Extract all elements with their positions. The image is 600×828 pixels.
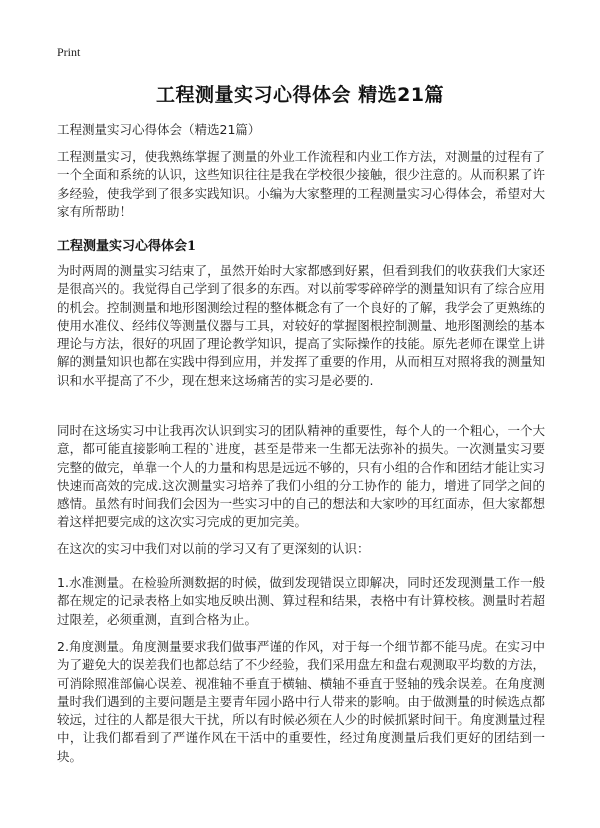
document-title: 工程测量实习心得体会 精选21篇 bbox=[155, 84, 445, 106]
print-link[interactable]: Print bbox=[57, 45, 81, 59]
list-item-angle-measurement: 2.角度测量。角度测量要求我们做事严谨的作风，对于每一个细节都不能马虎。在实习中为了避免大的误差我们也都总结了不少经验，我们采用盘左和盘右观测取平均数的方法，可消除照准部偏心误差、视准轴不垂直于横轴、横轴不垂直于竖轴的残余误差。在角度测量时我们遇到的主要问题是主要青年园小路中行人带来的影响。由于做测量的时候选点都较远，过往的人都是很大干扰，所以有时候必须在人少的时候抓紧时间干。角度测量过程中，让我们都看到了严谨作风在干活中的重要性，经过角度测量后我们更好的团结到一块。 bbox=[57, 639, 545, 764]
body-paragraph: 同时在这场实习中让我再次认识到实习的团队精神的重要性，每个人的一个粗心，一个大意，都可能直接影响工程的`进度，甚至是带来一生都无法弥补的损失。一次测量实习要完整的做完，单靠一个人的力量和构思是远远不够的，只有小组的合作和团结才能让实习快速而高效的完成.这次测量实习培养了我们小组的分工协作的 能力，增进了同学之间的感情。虽然有时间我们会因为一些实习中的自己的想法和大家吵的耳红面赤，但大家都想着这样把要完成的这次实习完成的更加完美。 bbox=[57, 423, 545, 530]
intro-paragraph: 工程测量实习，使我熟练掌握了测量的外业工作流程和内业工作方法，对测量的过程有了一个全面和系统的认识，这些知识往往是我在学校很少接触，很少注意的。从而积累了许多经验，使我学到了很多实践知识。小编为大家整理的工程测量实习心得体会，希望对大家有所帮助！ bbox=[57, 149, 545, 219]
body-paragraph: 在这次的实习中我们对以前的学习又有了更深刻的认识： bbox=[57, 541, 370, 556]
body-paragraph: 为时两周的测量实习结束了，虽然开始时大家都感到好累，但看到我们的收获我们大家还是很高兴的。我觉得自己学到了很多的东西。对以前零零碎碎学的测量知识有了综合应用的机会。控制测量和地形图测绘过程的整体概念有了一个良好的了解，我学会了更熟练的使用水准仪、经纬仪等测量仪器与工具，对较好的掌握图根控制测量、地形图测绘的基本理论与方法，很好的巩固了理论教学知识，提高了实际操作的技能。原先老师在课堂上讲解的测量知识也都在实践中得到应用，并发挥了重要的作用，从而相互对照将我的测量知识和水平提高了不少，现在想来这场痛苦的实习是必要的. bbox=[57, 263, 545, 388]
list-item-leveling: 1.水准测量。在检验所测数据的时候，做到发现错误立即解决，同时还发现测量工作一般都在规定的记录表格上如实地反映出测、算过程和结果，表格中有计算校核。测量时若超过限差，必须重测，直到合格为止。 bbox=[57, 575, 545, 627]
section-heading: 工程测量实习心得体会1 bbox=[57, 239, 197, 254]
document-subtitle: 工程测量实习心得体会（精选21篇） bbox=[57, 122, 261, 137]
